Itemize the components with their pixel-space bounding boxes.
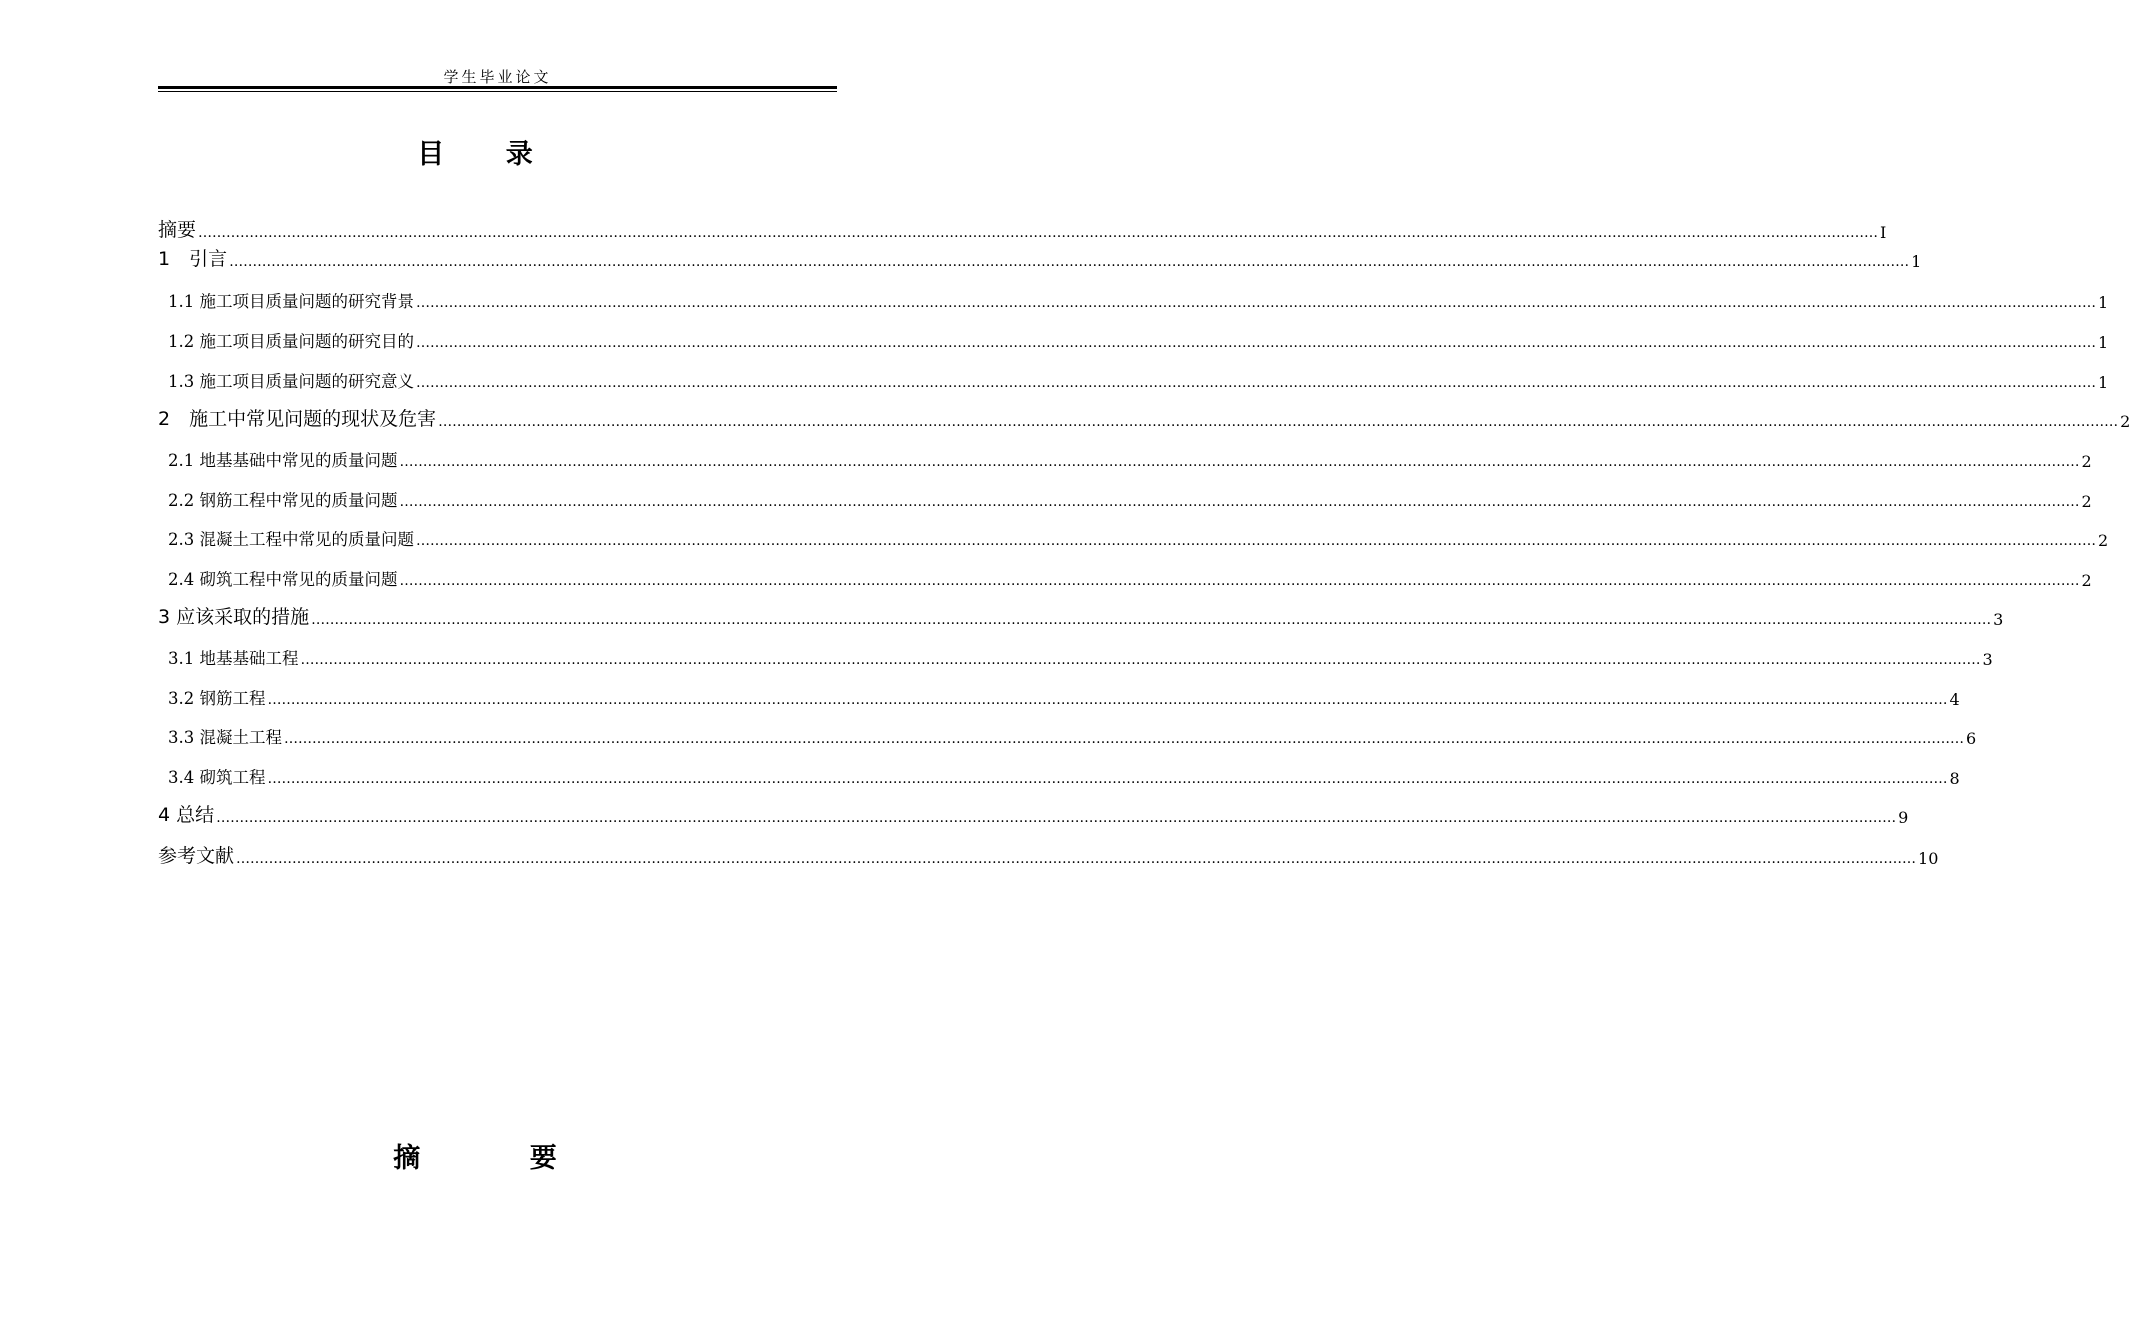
toc-entry-label: 1.3 施工项目质量问题的研究意义: [168, 372, 414, 391]
toc-entry-label: 2.3 混凝土工程中常见的质量问题: [168, 530, 414, 549]
header-rule-thick: [158, 86, 837, 89]
toc-leader-dots: ………………………………………………………………………………………………………………………………………………………………………………………………………………………………………………………………………………………………………………………………: [236, 851, 1917, 867]
toc-entry[interactable]: [158, 560, 2092, 590]
toc-entry-label: 参考文献: [158, 845, 235, 867]
toc-entry[interactable]: [158, 481, 2092, 511]
toc-entry[interactable]: [158, 241, 1922, 271]
toc-leader-dots: ………………………………………………………………………………………………………………………………………………………………………………………………………………………………………………………………………………………………………………………………: [416, 533, 2096, 549]
toc-entry-page: 4: [1949, 690, 1960, 709]
toc-entry[interactable]: [158, 838, 1939, 868]
toc-leader-dots: ………………………………………………………………………………………………………………………………………………………………………………………………………………………………………………………………………………………………………………………………: [416, 375, 2096, 391]
toc-leader-dots: ………………………………………………………………………………………………………………………………………………………………………………………………………………………………………………………………………………………………………………………………: [284, 731, 1964, 747]
toc-entry-page: 2: [2098, 531, 2109, 550]
toc-leader-dots: ………………………………………………………………………………………………………………………………………………………………………………………………………………………………………………………………………………………………………………………………: [216, 810, 1897, 826]
toc-entry[interactable]: [158, 282, 2109, 312]
toc-entry-page: I: [1880, 223, 1887, 242]
toc-entry-label: 1 引言: [158, 248, 228, 270]
toc-entry[interactable]: [158, 797, 1909, 827]
toc-leader-dots: ………………………………………………………………………………………………………………………………………………………………………………………………………………………………………………………………………………………………………………………………: [438, 414, 2119, 430]
toc-entry-label: 3.4 砌筑工程: [168, 768, 266, 787]
toc-entry-page: 1: [2098, 373, 2109, 392]
toc-entry[interactable]: [158, 401, 2130, 431]
abstract-title: 摘 要: [393, 1143, 607, 1174]
toc-entry-page: 1: [2098, 293, 2109, 312]
toc-entry-label: 2 施工中常见问题的现状及危害: [158, 408, 437, 430]
toc-entry-label: 1.1 施工项目质量问题的研究背景: [168, 292, 414, 311]
toc-leader-dots: ………………………………………………………………………………………………………………………………………………………………………………………………………………………………………………………………………………………………………………………………: [300, 652, 1981, 668]
toc-entry-label: 摘要: [158, 219, 197, 241]
toc-leader-dots: ………………………………………………………………………………………………………………………………………………………………………………………………………………………………………………………………………………………………………………………………: [399, 494, 2080, 510]
toc-leader-dots: ………………………………………………………………………………………………………………………………………………………………………………………………………………………………………………………………………………………………………………………………: [311, 612, 1992, 628]
header-rule-thin: [158, 91, 837, 92]
toc-entry-label: 1.2 施工项目质量问题的研究目的: [168, 332, 414, 351]
toc-entry-page: 2: [2081, 452, 2092, 471]
toc-entry[interactable]: [158, 679, 1960, 709]
toc-entry-page: 6: [1966, 729, 1977, 748]
toc-entry[interactable]: [158, 362, 2109, 392]
toc-entry-page: 8: [1949, 769, 1960, 788]
toc-entry-page: 9: [1898, 808, 1909, 827]
toc-entry-label: 3.3 混凝土工程: [168, 728, 282, 747]
toc-entry[interactable]: [158, 441, 2092, 471]
toc-leader-dots: ………………………………………………………………………………………………………………………………………………………………………………………………………………………………………………………………………………………………………………………………: [399, 573, 2080, 589]
toc-entry-label: 3 应该采取的措施: [158, 606, 310, 628]
toc-entry-label: 3.2 钢筋工程: [168, 689, 266, 708]
toc-entry-page: 1: [1911, 252, 1922, 271]
toc-entry-page: 1: [2098, 333, 2109, 352]
toc-entry[interactable]: [158, 718, 1977, 748]
toc-entry-page: 10: [1918, 849, 1939, 868]
toc-leader-dots: ………………………………………………………………………………………………………………………………………………………………………………………………………………………………………………………………………………………………………………………………: [416, 335, 2096, 351]
toc-leader-dots: ………………………………………………………………………………………………………………………………………………………………………………………………………………………………………………………………………………………………………………………………: [267, 771, 1948, 787]
toc-entry[interactable]: [158, 639, 1993, 669]
toc-leader-dots: ………………………………………………………………………………………………………………………………………………………………………………………………………………………………………………………………………………………………………………………………: [229, 254, 1910, 270]
toc-entry-page: 3: [1993, 610, 2004, 629]
toc-entry[interactable]: [158, 599, 2004, 629]
toc-entry-page: 2: [2120, 412, 2130, 431]
toc-entry-label: 2.4 砌筑工程中常见的质量问题: [168, 570, 398, 589]
toc-entry[interactable]: [158, 758, 1960, 788]
toc-entry[interactable]: [158, 520, 2109, 550]
toc-leader-dots: ………………………………………………………………………………………………………………………………………………………………………………………………………………………………………………………………………………………………………………………………: [198, 225, 1879, 241]
toc-entry-label: 4 总结: [158, 804, 215, 826]
running-header: 学生毕业论文: [443, 68, 552, 86]
toc-entry-page: 2: [2081, 492, 2092, 511]
toc-entry-page: 3: [1982, 650, 1993, 669]
toc-title: 目 录: [417, 139, 559, 170]
toc-entry-label: 3.1 地基基础工程: [168, 649, 299, 668]
toc-entry[interactable]: [158, 322, 2109, 352]
toc-entry-page: 2: [2081, 571, 2092, 590]
toc-entry[interactable]: [158, 212, 1887, 242]
toc-entry-label: 2.2 钢筋工程中常见的质量问题: [168, 491, 398, 510]
toc-entry-label: 2.1 地基基础中常见的质量问题: [168, 451, 398, 470]
toc-leader-dots: ………………………………………………………………………………………………………………………………………………………………………………………………………………………………………………………………………………………………………………………………: [399, 454, 2080, 470]
toc-leader-dots: ………………………………………………………………………………………………………………………………………………………………………………………………………………………………………………………………………………………………………………………………: [267, 692, 1948, 708]
toc-leader-dots: ………………………………………………………………………………………………………………………………………………………………………………………………………………………………………………………………………………………………………………………………: [416, 295, 2096, 311]
